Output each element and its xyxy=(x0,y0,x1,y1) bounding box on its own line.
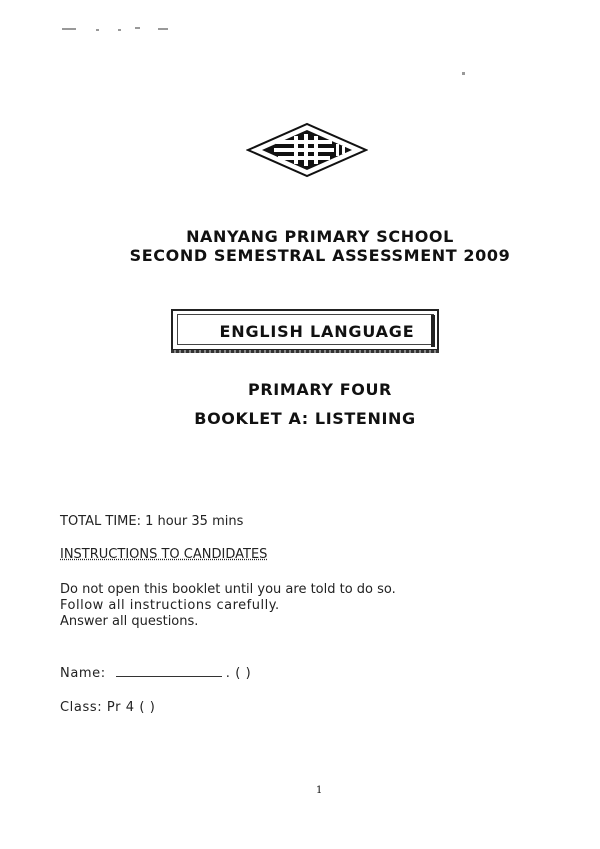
level-title: PRIMARY FOUR xyxy=(248,380,392,399)
box-edge-mark xyxy=(431,315,435,347)
page-number: 1 xyxy=(316,785,323,796)
instruction-line: Do not open this booklet until you are told to do so. xyxy=(60,582,396,597)
name-row xyxy=(60,666,251,681)
subject-title: ENGLISH LANGUAGE xyxy=(219,322,415,341)
school-crest-icon xyxy=(246,122,368,178)
assessment-title: SECOND SEMESTRAL ASSESSMENT 2009 xyxy=(129,246,511,265)
instruction-line: Answer all questions. xyxy=(60,614,199,629)
instruction-line: Follow all instructions carefully. xyxy=(60,598,280,613)
total-time: TOTAL TIME: 1 hour 35 mins xyxy=(60,514,244,529)
name-blank[interactable] xyxy=(116,666,222,677)
name-label: Name: xyxy=(60,666,106,681)
class-row: Class: Pr 4 ( ) xyxy=(60,700,156,715)
school-name: NANYANG PRIMARY SCHOOL xyxy=(186,227,454,246)
subject-box xyxy=(171,309,439,351)
booklet-title: BOOKLET A: LISTENING xyxy=(194,409,416,428)
instructions-heading: INSTRUCTIONS TO CANDIDATES xyxy=(60,547,268,562)
name-index: . ( ) xyxy=(225,666,252,681)
